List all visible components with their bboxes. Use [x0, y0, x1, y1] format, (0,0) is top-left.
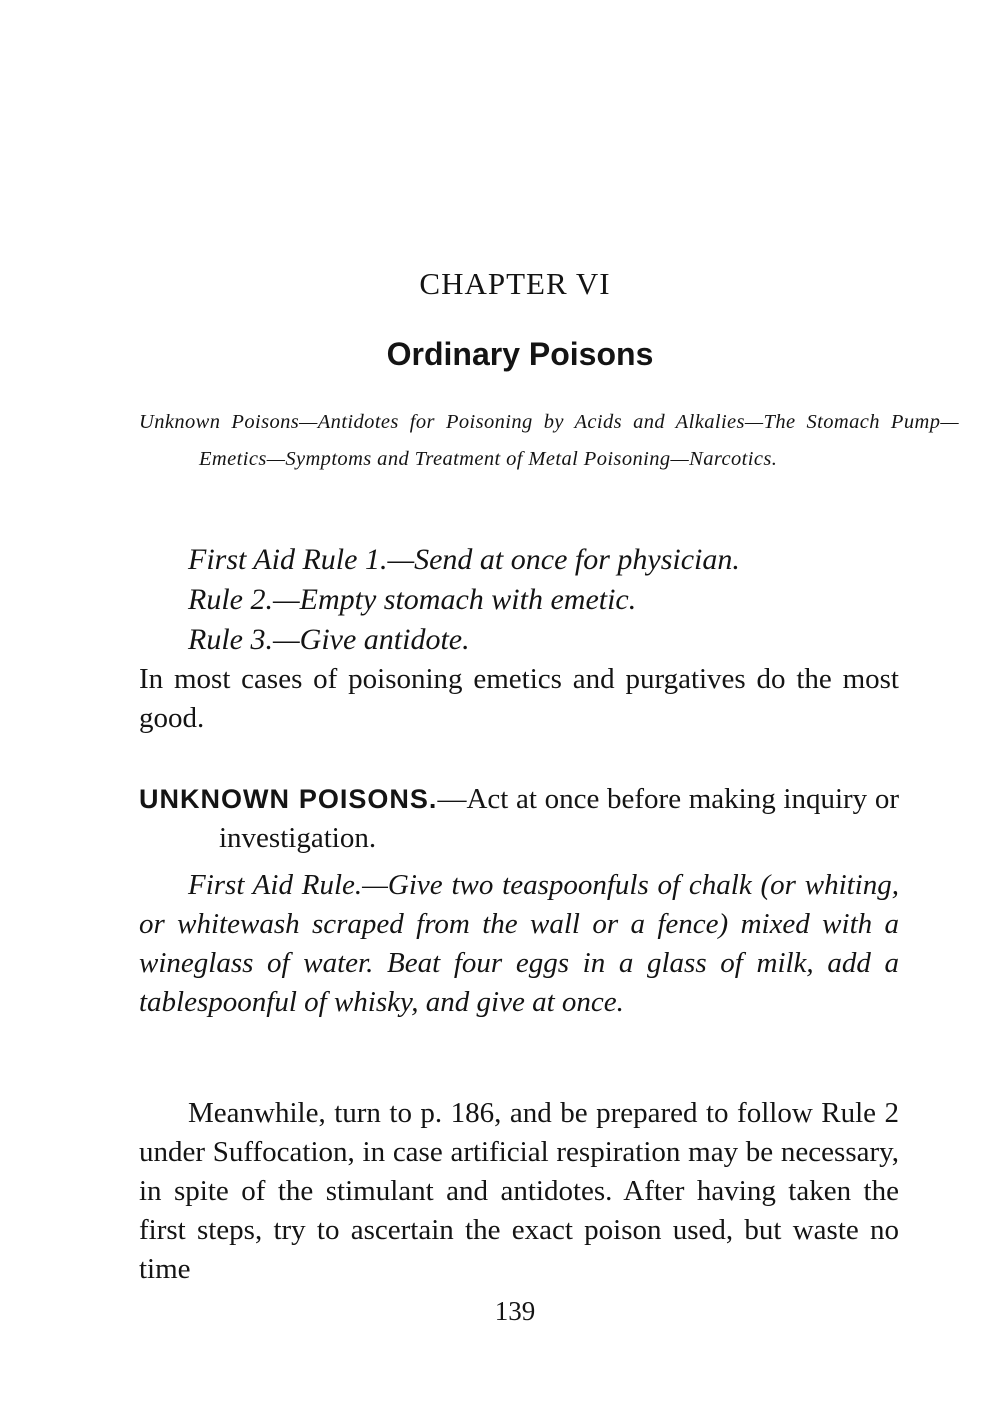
- rule-3: Rule 3.—Give antidote.: [188, 623, 470, 656]
- chapter-title: Ordinary Poisons: [386, 336, 654, 372]
- chapter-synopsis: Unknown Poisons—Antidotes for Poisoning by Acids and Alkalies—The Stomach Pump—Emetics—Symptoms and Treatment of Metal Poisoning—Narcotics.: [139, 411, 959, 470]
- first-aid-rules: [188, 540, 740, 660]
- meanwhile-paragraph: Meanwhile, turn to p. 186, and be prepared to follow Rule 2 under Suffocation, in case artificial respiration may be necessary, in spite of the stimulant and antidotes. After having taken the first steps, try to ascertain the exact poison used, but waste no time: [139, 1097, 899, 1285]
- rule-2: Rule 2.—Empty stomach with emetic.: [188, 583, 637, 616]
- section-heading: UNKNOWN POISONS.: [139, 784, 438, 814]
- section-lead-text: —Act at once before making inquiry or investigation.: [219, 783, 899, 854]
- unknown-poisons-section: [139, 780, 899, 858]
- first-aid-rule-paragraph: First Aid Rule.—Give two teaspoonfuls of chalk (or whiting, or whitewash scraped from the wall or a fence) mixed with a wineglass of water. Beat four eggs in a glass of milk, add a tablespoonful of whisky, and give at once.: [139, 869, 899, 1018]
- rule-1: First Aid Rule 1.—Send at once for physician.: [188, 543, 740, 576]
- chapter-heading: CHAPTER VI: [419, 266, 611, 301]
- page-number: 139: [494, 1296, 536, 1326]
- intro-paragraph: In most cases of poisoning emetics and purgatives do the most good.: [139, 663, 899, 734]
